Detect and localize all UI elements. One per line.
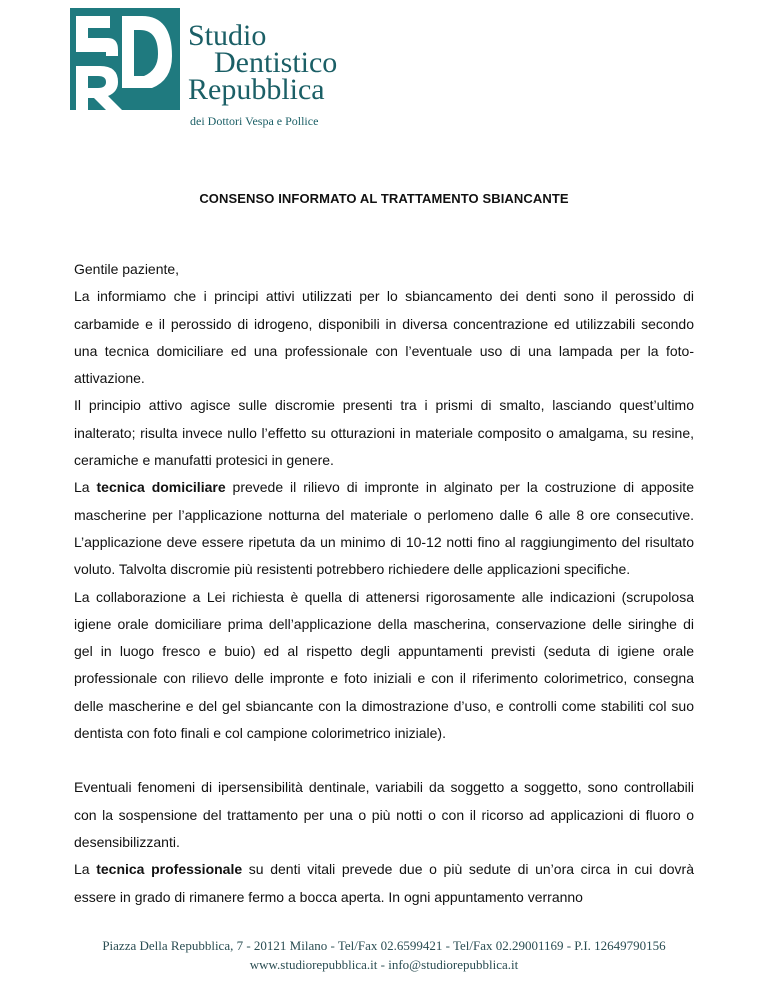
- professional-technique-label: tecnica professionale: [96, 861, 243, 878]
- logo-subtitle: dei Dottori Vespa e Pollice: [190, 114, 319, 128]
- page-footer: [0, 936, 768, 974]
- studio-logo: [70, 8, 360, 133]
- paragraph-spacer: [74, 747, 694, 774]
- professional-technique-prefix: La: [74, 861, 97, 878]
- home-technique-prefix: La: [74, 479, 97, 496]
- paragraph-principles: La informiamo che i principi attivi utilizzati per lo sbiancamento dei denti sono il perossido di carbamide e il perossido di idrogeno, disponibili in diversa concentrazione ed utilizzabili secondo una tecnica domiciliare ed una professionale con l’eventuale uso di una lampada per la foto-attivazione.: [74, 288, 694, 387]
- logo-line-studio: Studio: [188, 19, 267, 52]
- paragraph-professional-technique: [74, 856, 694, 911]
- home-technique-label: tecnica domiciliare: [96, 479, 226, 496]
- footer-web-contacts: www.studiorepubblica.it - info@studiorepubblica.it: [249, 957, 519, 972]
- greeting: Gentile paziente,: [74, 261, 180, 277]
- paragraph-home-technique: [74, 474, 694, 583]
- logo-line-dentistico: Dentistico: [214, 46, 338, 79]
- paragraph-collaboration: La collaborazione a Lei richiesta è quella di attenersi rigorosamente alle indicazioni (scrupolosa igiene orale domiciliare prima dell’applicazione della mascherina, conservazione delle siringhe di gel in luogo fresco e buio) ed al rispetto degli appuntamenti previsti (seduta di igiene orale professionale con rilievo delle impronte e foto iniziali e con il riferimento colorimetrico, consegna delle mascherine e del gel sbiancante con la dimostrazione d’uso, e controlli come stabiliti col suo dentista con foto finali e col campione colorimetrico iniziale).: [74, 588, 694, 742]
- footer-address: Piazza Della Repubblica, 7 - 20121 Milano - Tel/Fax 02.6599421 - Tel/Fax 02.29001169 - P.I. 12649790156: [102, 938, 666, 953]
- paragraph-active-agent: Il principio attivo agisce sulle discromie presenti tra i prismi di smalto, lasciando quest’ultimo inalterato; risulta invece nullo l’effetto su otturazioni in materiale composito o amalgama, su resine, ceramiche e manufatti protesici in genere.: [74, 397, 694, 469]
- studio-name: [188, 19, 338, 106]
- logo-line-repubblica: Repubblica: [188, 73, 325, 106]
- paragraph-sensitivity: Eventuali fenomeni di ipersensibilità dentinale, variabili da soggetto a soggetto, sono controllabili con la sospensione del trattamento per una o più notti o con il ricorso ad applicazioni di fluoro o desensibilizzanti.: [74, 779, 694, 850]
- consent-body: [74, 256, 694, 911]
- professional-technique-text: su denti vitali prevede due o più sedute di un’ora circa in cui dovrà essere in grado di rimanere fermo a bocca aperta. In ogni appuntamento verranno: [74, 861, 694, 905]
- sdr-monogram-icon: [70, 8, 180, 110]
- home-technique-text: prevede il rilievo di impronte in alginato per la costruzione di apposite mascherine per l’applicazione notturna del materiale o perlomeno dalle 6 alle 8 ore consecutive. L’applicazione deve essere ripetuta da un minimo di 10-12 notti fino al raggiungimento del risultato voluto. Talvolta discromie più resistenti potrebbero richiedere delle applicazioni specifiche.: [74, 479, 694, 578]
- document-title: CONSENSO INFORMATO AL TRATTAMENTO SBIANCANTE: [199, 191, 569, 206]
